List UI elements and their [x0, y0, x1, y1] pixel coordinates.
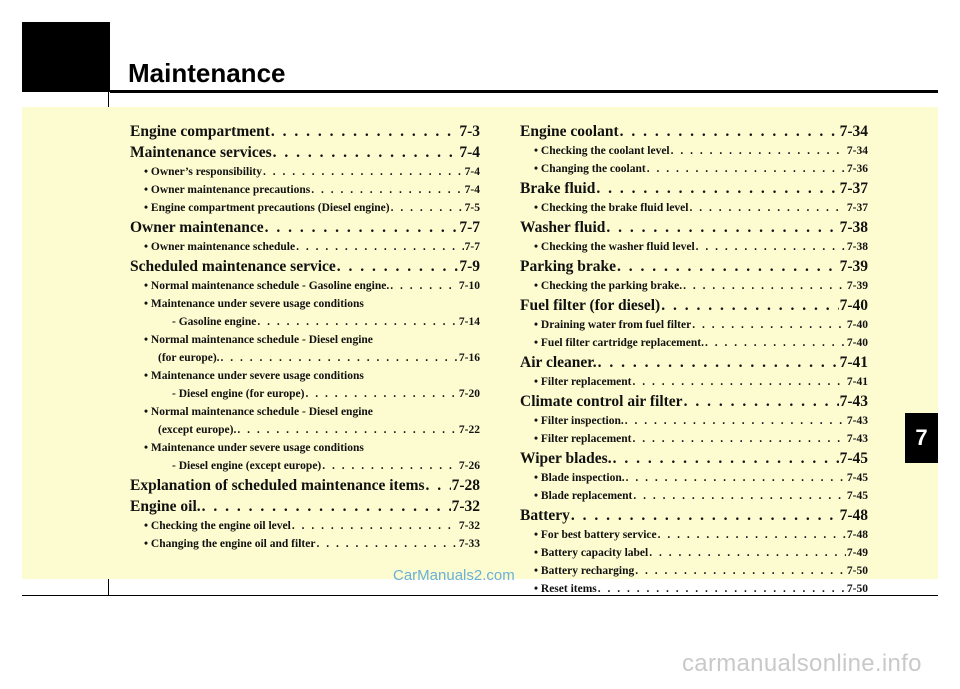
header-black-block [22, 22, 110, 92]
toc-page-number[interactable]: 7-34 [846, 145, 868, 157]
dot-leader [292, 517, 458, 535]
dot-leader [221, 349, 458, 367]
dot-leader [625, 412, 846, 430]
toc-entry-label: • Checking the parking brake. [534, 280, 683, 292]
toc-page-number[interactable]: 7-41 [839, 354, 868, 371]
dot-leader [598, 580, 846, 598]
toc-entry-label: Maintenance services [130, 144, 272, 161]
toc-entry-label: • Checking the engine oil level [144, 520, 291, 532]
dot-leader [633, 487, 846, 505]
toc-entry-label: • Blade inspection. [534, 472, 625, 484]
dot-leader [426, 475, 451, 496]
dot-leader [613, 448, 839, 469]
toc-subsection-entry[interactable] [130, 517, 480, 535]
toc-subsection-entry[interactable] [520, 373, 868, 391]
dot-leader [273, 142, 459, 163]
dot-leader [263, 163, 464, 181]
toc-entry-label: Parking brake [520, 258, 617, 275]
toc-entry-label: • Owner maintenance precautions [144, 184, 311, 196]
dot-leader [596, 178, 838, 199]
toc-page-number[interactable]: 7-33 [458, 538, 480, 550]
toc-page-number[interactable]: 7-32 [451, 498, 480, 515]
toc-subsection-entry[interactable] [130, 277, 480, 295]
toc-subsection-entry [130, 331, 480, 349]
toc-subsection-entry[interactable] [520, 277, 868, 295]
toc-entry-label: (except europe). [158, 424, 237, 436]
toc-entry-label: Engine oil. [130, 498, 201, 515]
dot-leader [571, 505, 839, 526]
dot-leader [296, 238, 464, 256]
dot-leader [649, 544, 846, 562]
toc-entry-label: Explanation of scheduled maintenance items [130, 477, 425, 494]
toc-entry-label: Battery [520, 507, 570, 524]
dot-leader [620, 121, 839, 142]
dot-leader [635, 562, 846, 580]
toc-subsection-entry[interactable] [520, 526, 868, 544]
toc-page-number[interactable]: 7-43 [839, 393, 868, 410]
toc-subsection-entry[interactable] [520, 430, 868, 448]
toc-entry-label: Brake fluid [520, 180, 596, 197]
dot-leader [632, 430, 845, 448]
dot-leader [606, 217, 838, 238]
toc-entry-label: Fuel filter (for diesel) [520, 297, 661, 314]
toc-page-number[interactable]: 7-14 [458, 316, 480, 328]
toc-entry-label: - Diesel engine (for europe) [172, 388, 305, 400]
toc-subsection-entry[interactable] [520, 487, 868, 505]
dot-leader [271, 121, 458, 142]
dot-leader [671, 142, 846, 160]
toc-subsection-entry[interactable] [130, 199, 480, 217]
toc-entry-label: - Diesel engine (except europe) [172, 460, 322, 472]
toc-entry-label: • Engine compartment precautions (Diesel engine) [144, 202, 390, 214]
dot-leader [690, 199, 846, 217]
toc-subsection-entry [130, 439, 480, 457]
toc-entry-label: Wiper blades. [520, 450, 612, 467]
toc-entry-label: • Battery capacity label [534, 547, 649, 559]
toc-subsection-entry[interactable] [130, 421, 480, 439]
toc-page-number[interactable]: 7-34 [839, 123, 868, 140]
dot-leader [692, 316, 846, 334]
dot-leader [696, 238, 846, 256]
toc-subsection-entry[interactable] [130, 385, 480, 403]
toc-subsection-entry[interactable] [130, 181, 480, 199]
toc-page-number[interactable]: 7-40 [846, 319, 868, 331]
toc-page-number[interactable]: 7-45 [846, 472, 868, 484]
page-title: Maintenance [128, 58, 286, 88]
toc-entry-label: • Filter replacement [534, 376, 632, 388]
toc-page-number[interactable]: 7-39 [839, 258, 868, 275]
toc-subsection-entry[interactable] [130, 535, 480, 553]
dot-leader [337, 256, 459, 277]
toc-section-entry[interactable] [130, 496, 480, 517]
toc-entry-label: • Blade replacement [534, 490, 633, 502]
toc-entry-label: • Checking the coolant level [534, 145, 670, 157]
title-underline [110, 90, 938, 93]
toc-subsection-entry [130, 367, 480, 385]
dot-leader [257, 313, 458, 331]
dot-leader [390, 277, 458, 295]
toc-section-entry[interactable] [520, 352, 868, 373]
toc-entry-label: • Normal maintenance schedule - Diesel engine [144, 334, 373, 346]
toc-subsection-entry[interactable] [520, 334, 868, 352]
toc-page-number[interactable]: 7-22 [458, 424, 480, 436]
dot-leader [658, 526, 846, 544]
toc-entry-label: • Draining water from fuel filter [534, 319, 692, 331]
toc-entry-label: • Owner maintenance schedule [144, 241, 296, 253]
toc-entry-label: • Owner’s responsibility [144, 166, 262, 178]
toc-subsection-entry[interactable] [520, 562, 868, 580]
toc-subsection-entry[interactable] [520, 142, 868, 160]
toc-entry-label: Engine coolant [520, 123, 619, 140]
toc-section-entry[interactable] [520, 448, 868, 469]
dot-leader [237, 421, 458, 439]
toc-page-number[interactable]: 7-38 [839, 219, 868, 236]
toc-page-number[interactable]: 7-50 [846, 565, 868, 577]
toc-entry-label: Engine compartment [130, 123, 270, 140]
toc-section-entry[interactable] [520, 178, 868, 199]
toc-page-number[interactable]: 7-7 [464, 241, 480, 253]
toc-page-number[interactable]: 7-4 [459, 144, 480, 161]
toc-page-number[interactable]: 7-4 [464, 184, 480, 196]
toc-page-number[interactable]: 7-20 [458, 388, 480, 400]
dot-leader [617, 256, 839, 277]
toc-entry-label: Washer fluid [520, 219, 606, 236]
toc-right-column [520, 121, 868, 598]
toc-page-number[interactable]: 7-37 [846, 202, 868, 214]
toc-section-entry[interactable] [520, 391, 868, 412]
toc-subsection-entry[interactable] [130, 349, 480, 367]
toc-page-number[interactable]: 7-48 [839, 507, 868, 524]
toc-page-number[interactable]: 7-16 [458, 352, 480, 364]
toc-subsection-entry[interactable] [520, 580, 868, 598]
toc-section-entry[interactable] [130, 217, 480, 238]
dot-leader [265, 217, 459, 238]
toc-entry-label: • For best battery service [534, 529, 657, 541]
toc-entry-label: Scheduled maintenance service [130, 258, 336, 275]
toc-subsection-entry [130, 403, 480, 421]
toc-page-number[interactable]: 7-36 [846, 163, 868, 175]
dot-leader [311, 181, 463, 199]
dot-leader [202, 496, 451, 517]
toc-page-number[interactable]: 7-26 [458, 460, 480, 472]
toc-page-number[interactable]: 7-39 [846, 280, 868, 292]
toc-entry-label: Air cleaner. [520, 354, 597, 371]
toc-entry-label: • Changing the coolant [534, 163, 646, 175]
dot-leader [632, 373, 845, 391]
toc-subsection-entry [130, 295, 480, 313]
dot-leader [305, 385, 457, 403]
toc-page-number[interactable]: 7-37 [839, 180, 868, 197]
toc-page-number[interactable]: 7-40 [846, 337, 868, 349]
toc-page-number[interactable]: 7-4 [464, 166, 480, 178]
toc-entry-label: • Reset items [534, 583, 597, 595]
dot-leader [683, 277, 846, 295]
toc-subsection-entry[interactable] [520, 469, 868, 487]
chapter-tab[interactable]: 7 [905, 413, 938, 463]
toc-entry-label: • Fuel filter cartridge replacement. [534, 337, 704, 349]
toc-page-number[interactable]: 7-7 [459, 219, 480, 236]
dot-leader [684, 391, 839, 412]
toc-subsection-entry[interactable] [520, 199, 868, 217]
toc-page-number[interactable]: 7-40 [839, 297, 868, 314]
dot-leader [322, 457, 458, 475]
toc-entry-label: - Gasoline engine [172, 316, 257, 328]
toc-page-number[interactable]: 7-43 [846, 415, 868, 427]
toc-subsection-entry[interactable] [520, 412, 868, 430]
dot-leader [626, 469, 846, 487]
toc-section-entry[interactable] [130, 121, 480, 142]
toc-entry-label: • Checking the brake fluid level [534, 202, 689, 214]
watermark-text: CarManuals2.com [393, 567, 515, 584]
toc-page-number[interactable]: 7-41 [846, 376, 868, 388]
toc-page-number[interactable]: 7-3 [459, 123, 480, 140]
toc-section-entry[interactable] [520, 505, 868, 526]
toc-page-number[interactable]: 7-5 [464, 202, 480, 214]
toc-page-number[interactable]: 7-10 [458, 280, 480, 292]
toc-page-number[interactable]: 7-49 [846, 547, 868, 559]
toc-section-entry[interactable] [130, 142, 480, 163]
toc-subsection-entry[interactable] [130, 163, 480, 181]
toc-entry-label: (for europe). [158, 352, 220, 364]
toc-entry-label: • Maintenance under severe usage conditions [144, 442, 364, 454]
dot-leader [661, 295, 838, 316]
toc-entry-label: • Normal maintenance schedule - Gasoline engine. [144, 280, 390, 292]
toc-subsection-entry[interactable] [520, 316, 868, 334]
dot-leader [391, 199, 464, 217]
toc-section-entry[interactable] [520, 256, 868, 277]
toc-page-number[interactable]: 7-50 [846, 583, 868, 595]
toc-section-entry[interactable] [130, 475, 480, 496]
toc-section-entry[interactable] [520, 295, 868, 316]
dot-leader [598, 352, 839, 373]
toc-entry-label: • Filter inspection. [534, 415, 624, 427]
toc-subsection-entry[interactable] [130, 238, 480, 256]
toc-subsection-entry[interactable] [520, 160, 868, 178]
toc-section-entry[interactable] [520, 217, 868, 238]
toc-entry-label: • Maintenance under severe usage conditions [144, 298, 364, 310]
toc-section-entry[interactable] [130, 256, 480, 277]
toc-subsection-entry[interactable] [130, 313, 480, 331]
toc-entry-label: Owner maintenance [130, 219, 264, 236]
toc-page-number[interactable]: 7-45 [839, 450, 868, 467]
toc-page-number[interactable]: 7-43 [846, 433, 868, 445]
toc-page-number[interactable]: 7-38 [846, 241, 868, 253]
dot-leader [316, 535, 457, 553]
toc-subsection-entry[interactable] [520, 544, 868, 562]
toc-entry-label: • Filter replacement [534, 433, 632, 445]
toc-entry-label: • Maintenance under severe usage conditions [144, 370, 364, 382]
toc-entry-label: • Battery recharging [534, 565, 635, 577]
dot-leader [647, 160, 846, 178]
toc-entry-label: Climate control air filter [520, 393, 683, 410]
footer-url: carmanualsonline.info [682, 650, 922, 677]
dot-leader [705, 334, 846, 352]
toc-entry-label: • Normal maintenance schedule - Diesel engine [144, 406, 373, 418]
toc-page-number[interactable]: 7-28 [451, 477, 480, 494]
toc-section-entry[interactable] [520, 121, 868, 142]
toc-entry-label: • Checking the washer fluid level [534, 241, 695, 253]
toc-subsection-entry[interactable] [520, 238, 868, 256]
toc-subsection-entry[interactable] [130, 457, 480, 475]
toc-page-number[interactable]: 7-45 [846, 490, 868, 502]
toc-left-column [130, 121, 480, 553]
toc-page-number[interactable]: 7-32 [458, 520, 480, 532]
toc-page-number[interactable]: 7-9 [459, 258, 480, 275]
toc-page-number[interactable]: 7-48 [846, 529, 868, 541]
toc-entry-label: • Changing the engine oil and filter [144, 538, 316, 550]
